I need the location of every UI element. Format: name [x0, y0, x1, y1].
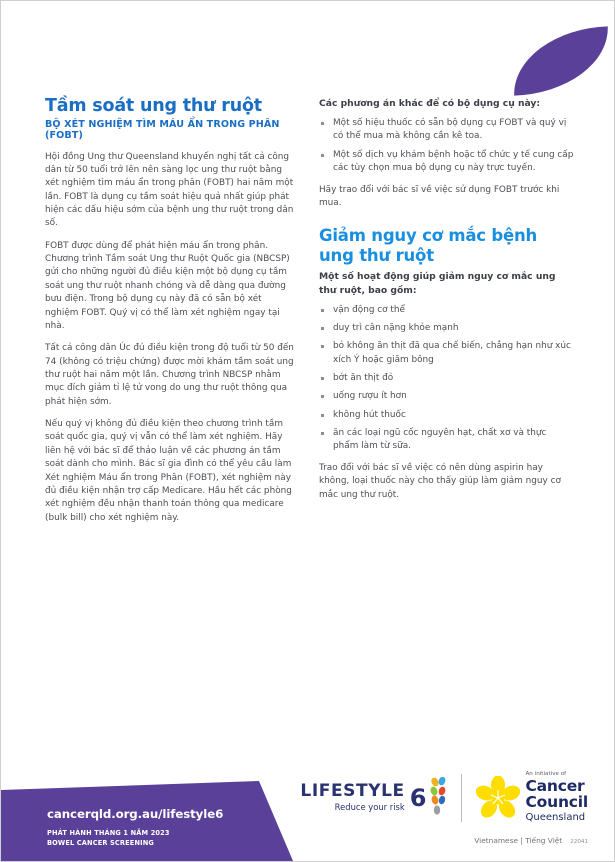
footer-purple-banner: [1, 781, 293, 861]
document-code: 22041: [570, 839, 588, 845]
body-paragraph: Nếu quý vị không đủ điều kiện theo chương trình tầm soát quốc gia, quý vị vẫn có thể làm xét nghiệm. Hãy liên hệ với bác sĩ để thảo luận về các phương án tầm soát dành cho mình. Bác sĩ gia đình có thể yêu cầu làm Xét nghiệm Máu ẩn trong Phân (FOBT), xét nghiệm này đủ điều kiện nhận trợ cấp Medicare. Hầu hết các phòng xét nghiệm đều nhận thanh toán thông qua medicare (bulk bill) cho xét nghiệm này.: [45, 419, 292, 523]
activities-lead: Một số hoạt động giúp giảm nguy cơ mắc ung thư ruột, bao gồm:: [319, 271, 556, 296]
square-bullet-icon: [321, 345, 324, 348]
options-note: Hãy trao đổi với bác sĩ về việc sử dụng FOBT trước khi mua.: [319, 184, 560, 208]
square-bullet-icon: [321, 327, 324, 330]
page-title: Tầm soát ung thư ruột: [45, 96, 262, 116]
body-paragraph: Hội đồng Ung thư Queensland khuyến nghị tất cả công dân từ 50 tuổi trở lên nên sàng lọc ung thư ruột bằng xét nghiệm tìm máu ẩn trong phân (FOBT) hai năm một lần. FOBT là dụng cụ tầm soát hiệu quả nhất giúp phát hiện các dấu hiệu sớm của bệnh ung thư ruột trong dân số.: [45, 151, 294, 229]
cancer-council-line1: Cancer: [525, 776, 585, 795]
lifestyle-wordmark: LIFESTYLE: [300, 781, 405, 802]
cancer-council-logo: [476, 772, 588, 823]
list-item: [319, 322, 574, 335]
list-item-text: ăn các loại ngũ cốc nguyên hạt, chất xơ và thực phẩm làm từ sữa.: [333, 428, 547, 452]
cancer-council-line2: Council: [525, 792, 588, 811]
body-paragraph: FOBT được dùng để phát hiện máu ẩn trong phân. Chương trình Tầm soát Ung thư Ruột Quốc gia (NBCSP) gửi cho những người đủ điều kiện một bộ dụng cụ tầm soát ung thư ruột nhanh chóng và dễ dàng qua đường bưu điện. Trong bộ dụng cụ này đã có sẵn bộ xét nghiệm FOBT. Quý vị có thể làm xét nghiệm ngay tại nhà.: [45, 240, 290, 331]
square-bullet-icon: [321, 395, 324, 398]
square-bullet-icon: [321, 377, 324, 380]
list-item-text: bớt ăn thịt đỏ: [333, 373, 394, 384]
list-item: [319, 149, 574, 176]
list-item: [319, 340, 574, 367]
list-item: [319, 372, 574, 385]
list-item: [319, 390, 574, 403]
square-bullet-icon: [321, 432, 324, 435]
square-bullet-icon: [321, 154, 324, 157]
lifestyle-petals-icon: [429, 777, 447, 819]
lifestyle-tagline: Reduce your risk: [334, 802, 405, 813]
list-item-text: vận động cơ thể: [333, 304, 405, 315]
list-item-text: Một số dịch vụ khám bệnh hoặc tổ chức y tế cung cấp các tùy chọn mua bộ dụng cụ này trực tuyến.: [333, 149, 574, 174]
section-title: Giảm nguy cơ mắc bệnh ung thư ruột: [319, 226, 538, 266]
list-item-text: không hút thuốc: [333, 409, 406, 420]
program-name-line: BOWEL CANCER SCREENING: [47, 838, 154, 847]
list-item: [319, 304, 574, 317]
leaf-shape-icon: [512, 26, 610, 95]
list-item-text: bỏ không ăn thịt đã qua chế biến, chẳng hạn như xúc xích Ý hoặc giăm bông: [333, 341, 571, 365]
daffodil-icon: [476, 776, 520, 820]
left-column: [45, 97, 297, 534]
footer-website-link[interactable]: cancerqld.org.au/lifestyle6: [47, 807, 224, 821]
options-list: [319, 117, 574, 175]
body-paragraph: Tất cả công dân Úc đủ điều kiện trong độ tuổi từ 50 đến 74 (không có triệu chứng) được mời khám tầm soát ung thư ruột hai năm một lần. Chương trình NBCSP nhằm mục đích giảm tỉ lệ tử vong do ung thư ruột thông qua phát hiện sớm.: [45, 343, 294, 407]
square-bullet-icon: [321, 309, 324, 312]
activities-list: [319, 304, 574, 454]
language-label: Vietnamese | Tiếng Việt: [474, 836, 563, 845]
footer-logos: [300, 772, 588, 823]
square-bullet-icon: [321, 414, 324, 417]
initiative-label: An initiative of: [525, 771, 567, 778]
list-item: [319, 427, 574, 454]
list-item-text: duy trì cân nặng khỏe mạnh: [333, 322, 459, 333]
content-area: [45, 97, 580, 534]
logo-divider: [461, 774, 462, 822]
cancer-council-state: Queensland: [525, 811, 586, 823]
right-column: [319, 97, 574, 534]
square-bullet-icon: [321, 122, 324, 125]
list-item-text: Một số hiệu thuốc có sẵn bộ dụng cụ FOBT và quý vị có thể mua mà không cần kê toa.: [333, 118, 567, 142]
release-date-line: PHÁT HÀNH THÁNG 1 NĂM 2023: [47, 828, 170, 837]
list-item: [319, 409, 574, 422]
closing-note: Trao đổi với bác sĩ về việc có nên dùng aspirin hay không, loại thuốc này cho thấy giúp làm giảm nguy cơ mắc ung thư ruột.: [319, 462, 561, 500]
lifestyle-numeral: 6: [409, 783, 427, 812]
footer-meta: [47, 828, 170, 848]
language-note: [474, 836, 588, 845]
list-item: [319, 117, 574, 144]
options-heading: Các phương án khác để có bộ dụng cụ này:: [319, 98, 541, 109]
list-item-text: uống rượu ít hơn: [333, 391, 407, 402]
page-subtitle: BỘ XÉT NGHIỆM TÌM MÁU ẨN TRONG PHÂN (FOBT): [45, 118, 280, 142]
lifestyle6-logo: [300, 777, 447, 819]
